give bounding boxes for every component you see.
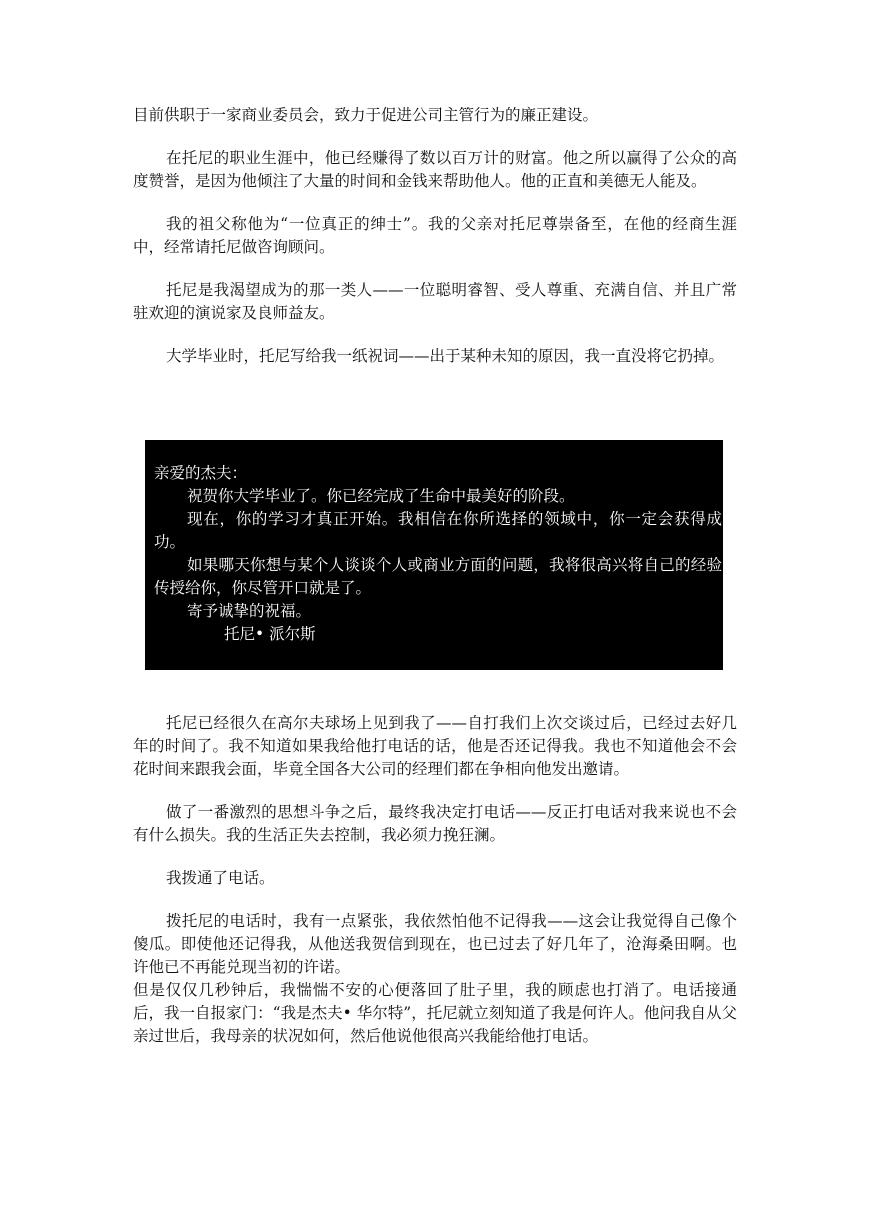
paragraph-decision: 做了一番激烈的思想斗争之后，最终我决定打电话——反正打电话对我来说也不会有什么损失。我的生活正失去控制，我必须力挽狂澜。 xyxy=(133,803,737,844)
paragraph-nervous: 拨托尼的电话时，我有一点紧张，我依然怕他不记得我——这会让我觉得自己像个傻瓜。即使他还记得我，从他送我贺信到现在，也已过去了好几年了，沧海桑田啊。也许他已不再能兑现当初的许诺。 xyxy=(133,912,737,976)
letter-line-3: 如果哪天你想与某个人谈谈个人或商业方面的问题，我将很高兴将自己的经验传授给你，你尽管开口就是了。 xyxy=(154,556,722,597)
paragraph-relief: 但是仅仅几秒钟后，我惴惴不安的心便落回了肚子里，我的顾虑也打消了。电话接通后，我一自报家门：“我是杰夫• 华尔特”，托尼就立刻知道了我是何许人。他问我自从父亲过世后，我母亲的状况如何，然后他说他很高兴我能给他打电话。 xyxy=(133,981,737,1045)
letter-signature: 托尼• 派尔斯 xyxy=(224,625,316,643)
letter-line-2: 现在，你的学习才真正开始。我相信在你所选择的领域中，你一定会获得成功。 xyxy=(154,510,722,551)
letter-line-1: 祝贺你大学毕业了。你已经完成了生命中最美好的阶段。 xyxy=(187,487,575,505)
congratulation-letter-box xyxy=(145,440,723,670)
paragraph-intro: 目前供职于一家商业委员会，致力于促进公司主管行为的廉正建设。 xyxy=(133,106,599,124)
letter-greeting: 亲爱的杰夫： xyxy=(154,464,248,482)
paragraph-dialed: 我拨通了电话。 xyxy=(166,869,275,887)
paragraph-aspiration: 托尼是我渴望成为的那一类人——一位聪明睿智、受人尊重、充满自信、并且广常驻欢迎的演说家及良师益友。 xyxy=(133,281,737,322)
paragraph-grandfather: 我的祖父称他为“一位真正的绅士”。我的父亲对托尼尊崇备至，在他的经商生涯中，经常请托尼做咨询顾问。 xyxy=(133,215,737,256)
upper-text xyxy=(133,104,737,368)
paragraph-career: 在托尼的职业生涯中，他已经赚得了数以百万计的财富。他之所以赢得了公众的高度赞誉，是因为他倾注了大量的时间和金钱来帮助他人。他的正直和美德无人能及。 xyxy=(133,149,737,190)
paragraph-golf: 托尼已经很久在高尔夫球场上见到我了——自打我们上次交谈过后，已经过去好几年的时间了。我不知道如果我给他打电话的话，他是否还记得我。我也不知道他会不会花时间来跟我会面，毕竟全国各大公司的经理们都在争相向他发出邀请。 xyxy=(133,714,737,778)
paragraph-graduation: 大学毕业时，托尼写给我一纸祝词——出于某种未知的原因，我一直没将它扔掉。 xyxy=(166,347,725,365)
lower-text xyxy=(133,712,737,1048)
letter-closing: 寄予诚挚的祝福。 xyxy=(187,602,312,620)
